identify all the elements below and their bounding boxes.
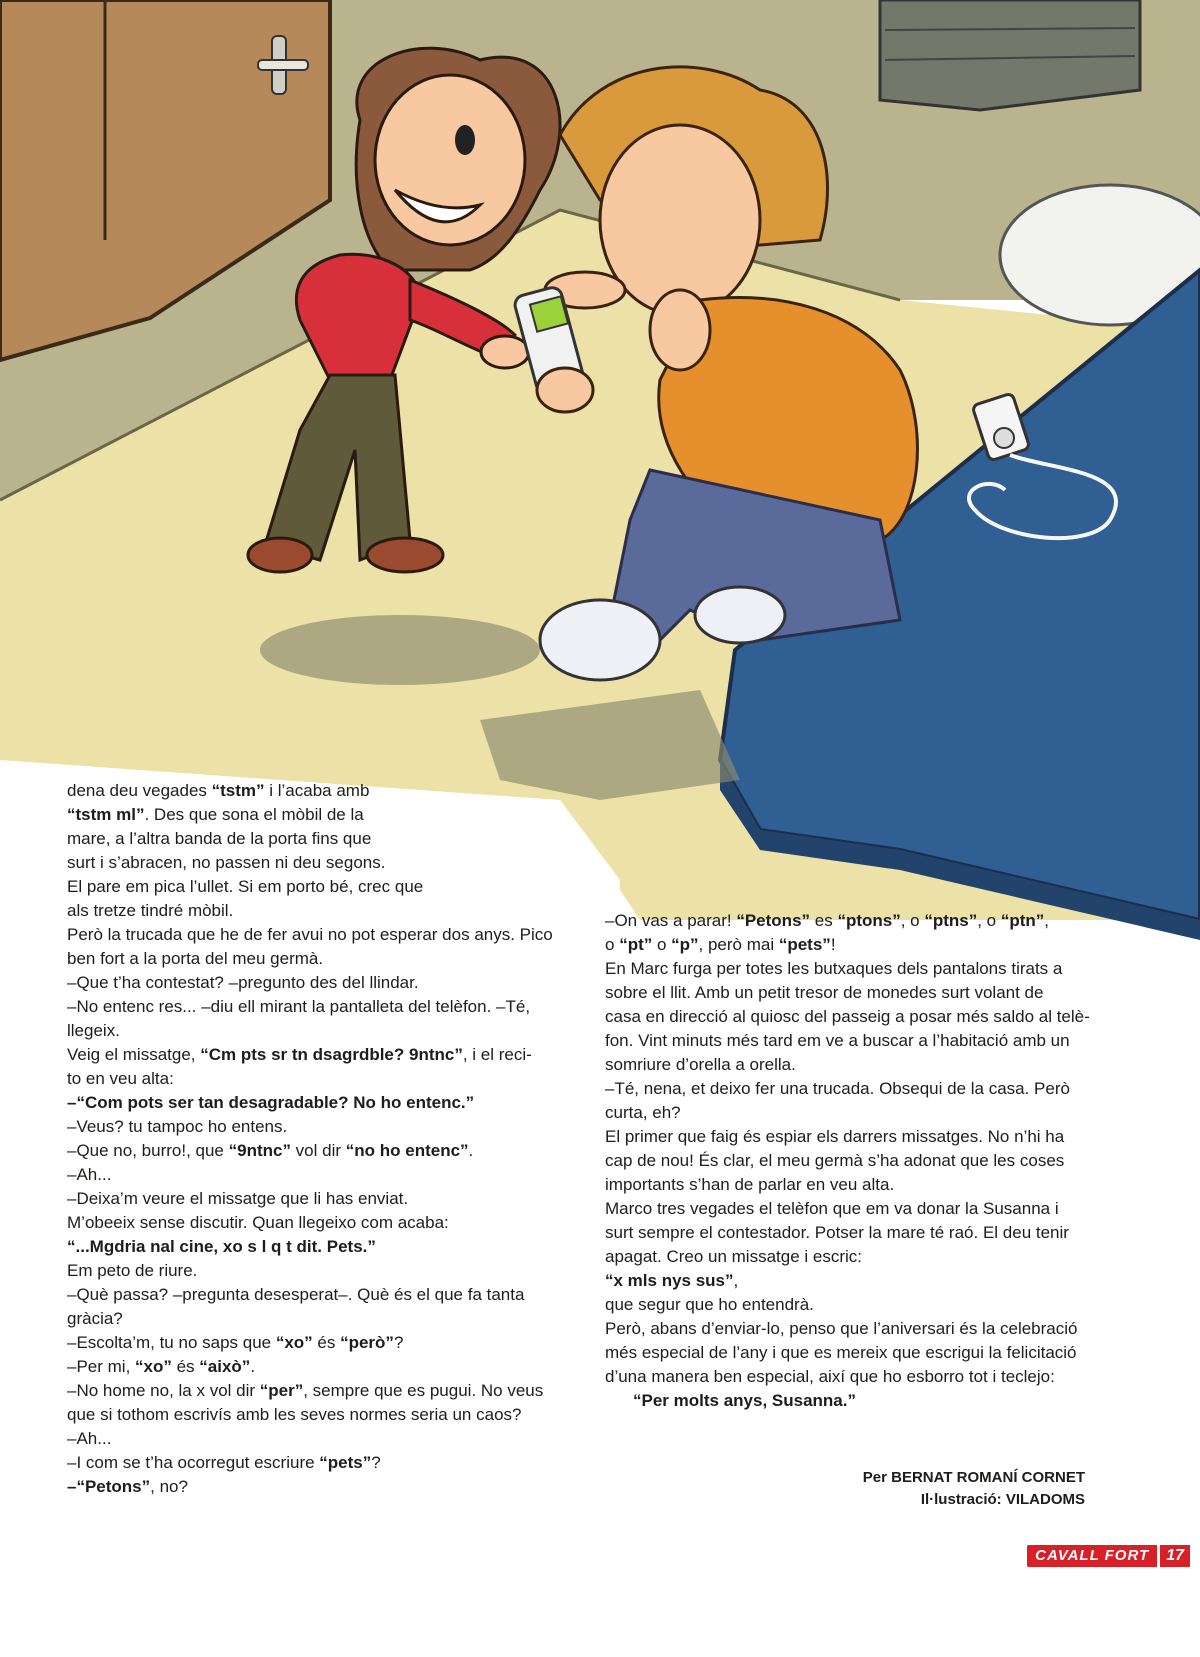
story-bold-text: “per”	[259, 1381, 304, 1400]
story-text: casa en direcció al quiosc del passeig a posar més saldo al telè-	[605, 1007, 1090, 1026]
story-text: –Veus? tu tampoc ho entens.	[67, 1117, 288, 1136]
story-text: curta, eh?	[605, 1103, 681, 1122]
story-line	[67, 1355, 567, 1379]
story-text: –Ah...	[67, 1165, 112, 1184]
girl-shadow	[260, 615, 540, 685]
story-text: Però, abans d’enviar-lo, penso que l’aniversari és la celebració	[605, 1319, 1078, 1338]
story-text: , sempre que es pugui. No veus	[303, 1381, 544, 1400]
story-text: o	[652, 935, 672, 954]
story-text: –I com se t’ha ocorregut escriure	[67, 1453, 320, 1472]
story-line	[67, 1427, 567, 1451]
story-text: , però mai	[698, 935, 779, 954]
story-line	[605, 1389, 1108, 1413]
story-text: –No entenc res... –diu ell mirant la pantalleta del telèfon. –Té,	[67, 997, 531, 1016]
story-line	[67, 1211, 567, 1235]
story-line	[605, 1317, 1108, 1341]
story-line	[67, 947, 567, 971]
story-line	[67, 1403, 567, 1427]
story-line	[67, 1187, 567, 1211]
page-number: 17	[1160, 1545, 1190, 1567]
story-line	[67, 1091, 567, 1115]
story-line	[605, 1365, 1108, 1389]
boy-sneaker	[540, 600, 660, 680]
story-line	[605, 1077, 1108, 1101]
story-bold-text: “pets”	[319, 1453, 372, 1472]
door-lever	[258, 60, 308, 70]
illustrator-credit: Il·lustració: VILADOMS	[920, 1491, 1085, 1508]
story-text: –Ah...	[67, 1429, 112, 1448]
story-text: –Que t’ha contestat? –pregunto des del llindar.	[67, 973, 419, 992]
story-text: Marco tres vegades el telèfon que em va donar la Susanna i	[605, 1199, 1059, 1218]
story-line	[67, 971, 567, 995]
story-line	[605, 1269, 1108, 1293]
story-text: ?	[371, 1453, 381, 1472]
story-text: ,	[1044, 911, 1050, 930]
music-player-wheel	[994, 428, 1014, 448]
story-text: somriure d’orella a orella.	[605, 1055, 796, 1074]
girl-shoe	[367, 538, 443, 572]
story-bold-text: “Petons”	[736, 911, 811, 930]
story-bold-text: “tstm”	[211, 781, 265, 800]
story-text: ?	[393, 1333, 404, 1352]
story-line	[67, 1451, 567, 1475]
story-text: vol dir	[290, 1141, 346, 1160]
story-text: El primer que faig és espiar els darrers missatges. No n’hi ha	[605, 1127, 1065, 1146]
story-line	[605, 933, 1108, 957]
story-line	[605, 1245, 1108, 1269]
story-text: ,	[733, 1271, 739, 1290]
story-line	[67, 1307, 567, 1331]
boy-hand	[650, 290, 710, 370]
girl-eye	[455, 125, 475, 155]
story-line	[67, 875, 567, 899]
story-text: surt i s’abracen, no passen ni deu segons.	[67, 853, 386, 872]
story-bold-text: “...Mgdria nal cine, xo s l q t dit. Pets.”	[67, 1237, 376, 1256]
story-line	[67, 827, 567, 851]
story-text: als tretze tindré mòbil.	[67, 901, 234, 920]
story-text: –Que no, burro!, que	[67, 1141, 229, 1160]
story-line	[67, 923, 567, 947]
story-line	[605, 1173, 1108, 1197]
story-line	[605, 1197, 1108, 1221]
story-line	[67, 1115, 567, 1139]
story-text: , o	[900, 911, 925, 930]
story-line	[67, 1379, 567, 1403]
story-text: és	[171, 1357, 200, 1376]
story-line	[67, 1235, 567, 1259]
story-text: cap de nou! És clar, el meu germà s’ha adonat que les coses	[605, 1151, 1065, 1170]
story-text: , i el reci-	[462, 1045, 532, 1064]
story-bold-text: “Per molts anys, Susanna.”	[633, 1391, 856, 1410]
story-text: En Marc furga per totes les butxaques dels pantalons tirats a	[605, 959, 1063, 978]
story-line	[605, 1101, 1108, 1125]
story-line	[67, 1259, 567, 1283]
story-line	[605, 1029, 1108, 1053]
story-text: –On vas a parar!	[605, 911, 737, 930]
story-text: , no?	[150, 1477, 188, 1496]
story-line	[67, 1283, 567, 1307]
story-left-column	[67, 779, 567, 1499]
story-line	[605, 1005, 1108, 1029]
story-text: més especial de l’any i que es mereix que escrigui la felicitació	[605, 1343, 1077, 1362]
story-line	[605, 1221, 1108, 1245]
story-bold-text: “Cm pts sr tn dsagrdble? 9ntnc”	[200, 1045, 463, 1064]
story-text: –Té, nena, et deixo fer una trucada. Obsequi de la casa. Però	[605, 1079, 1070, 1098]
story-line	[67, 851, 567, 875]
story-text: Em peto de riure.	[67, 1261, 198, 1280]
story-text: –Deixa’m veure el missatge que li has enviat.	[67, 1189, 409, 1208]
story-text: Però la trucada que he de fer avui no pot esperar dos anys. Pico	[67, 925, 553, 944]
boy-sneaker	[695, 587, 785, 643]
story-bold-text: –“Com pots ser tan desagradable? No ho entenc.”	[67, 1093, 475, 1112]
window-shutter	[880, 0, 1140, 110]
story-text: llegeix.	[67, 1021, 120, 1040]
magazine-name: CAVALL FORT	[1027, 1545, 1157, 1567]
story-text: .	[250, 1357, 256, 1376]
story-line	[605, 1053, 1108, 1077]
story-text: . Des que sona el mòbil de la	[144, 805, 364, 824]
story-text: –Escolta’m, tu no saps que	[67, 1333, 276, 1352]
story-text: que si tothom escrivís amb les seves normes seria un caos?	[67, 1405, 522, 1424]
story-bold-text: “pets”	[778, 935, 831, 954]
story-text: .	[468, 1141, 474, 1160]
story-line	[605, 981, 1108, 1005]
story-text: mare, a l’altra banda de la porta fins que	[67, 829, 372, 848]
girl-shoe	[248, 538, 312, 572]
credits	[863, 1467, 1085, 1511]
story-text: d’una manera ben especial, així que ho esborro tot i teclejo:	[605, 1367, 1055, 1386]
story-text: ben fort a la porta del meu germà.	[67, 949, 324, 968]
story-text: i l’acaba amb	[264, 781, 370, 800]
story-line	[605, 909, 1108, 933]
story-bold-text: “això”	[199, 1357, 251, 1376]
girl-hand	[481, 336, 529, 368]
story-text: surt sempre el contestador. Potser la mare té raó. El deu tenir	[605, 1223, 1069, 1242]
story-line	[67, 1331, 567, 1355]
story-text: dena deu vegades	[67, 781, 212, 800]
story-text: importants s’han de parlar en veu alta.	[605, 1175, 895, 1194]
boy-hand	[537, 368, 593, 412]
story-bold-text: “xo”	[275, 1333, 313, 1352]
story-line	[605, 1149, 1108, 1173]
story-text: to en veu alta:	[67, 1069, 174, 1088]
story-text: fon. Vint minuts més tard em ve a buscar a l’habitació amb un	[605, 1031, 1070, 1050]
story-line	[67, 1139, 567, 1163]
story-line	[67, 1043, 567, 1067]
story-text: és	[312, 1333, 341, 1352]
story-right-column	[605, 909, 1108, 1413]
story-text: sobre el llit. Amb un petit tresor de monedes surt volant de	[605, 983, 1044, 1002]
story-text: que segur que ho entendrà.	[605, 1295, 814, 1314]
story-line	[67, 779, 567, 803]
story-text: –No home no, la x vol dir	[67, 1381, 260, 1400]
story-line	[67, 1019, 567, 1043]
story-line	[67, 1067, 567, 1091]
story-text: , o	[977, 911, 1001, 930]
story-line	[67, 1163, 567, 1187]
story-line	[67, 803, 567, 827]
story-bold-text: “pt”	[619, 935, 653, 954]
story-line	[605, 1125, 1108, 1149]
story-line	[605, 1293, 1108, 1317]
story-text: !	[830, 935, 836, 954]
story-text: o	[605, 935, 620, 954]
page-footer	[1027, 1545, 1190, 1567]
story-text: –Què passa? –pregunta desesperat–. Què és el que fa tanta	[67, 1285, 525, 1304]
story-text: –Per mi,	[67, 1357, 136, 1376]
story-bold-text: “xo”	[135, 1357, 172, 1376]
story-bold-text: “ptns”	[924, 911, 978, 930]
story-text: es	[810, 911, 838, 930]
story-bold-text: “tstm ml”	[67, 805, 145, 824]
story-bold-text: “x mls nys sus”	[605, 1271, 734, 1290]
story-text: M’obeeix sense discutir. Quan llegeixo com acaba:	[67, 1213, 449, 1232]
story-text: apagat. Creo un missatge i escric:	[605, 1247, 863, 1266]
story-line	[67, 1475, 567, 1499]
story-line	[605, 1341, 1108, 1365]
story-bold-text: “no ho entenc”	[345, 1141, 469, 1160]
story-bold-text: “però”	[340, 1333, 394, 1352]
story-bold-text: “ptn”	[1000, 911, 1045, 930]
story-line	[67, 995, 567, 1019]
story-line	[605, 957, 1108, 981]
author-credit: Per BERNAT ROMANÍ CORNET	[862, 1469, 1085, 1486]
story-line	[67, 899, 567, 923]
story-bold-text: –“Petons”	[67, 1477, 151, 1496]
story-text: El pare em pica l’ullet. Si em porto bé, crec que	[67, 877, 424, 896]
story-text: Veig el missatge,	[67, 1045, 201, 1064]
story-text: gràcia?	[67, 1309, 123, 1328]
story-bold-text: “ptons”	[837, 911, 901, 930]
story-bold-text: “p”	[671, 935, 699, 954]
story-bold-text: “9ntnc”	[228, 1141, 291, 1160]
